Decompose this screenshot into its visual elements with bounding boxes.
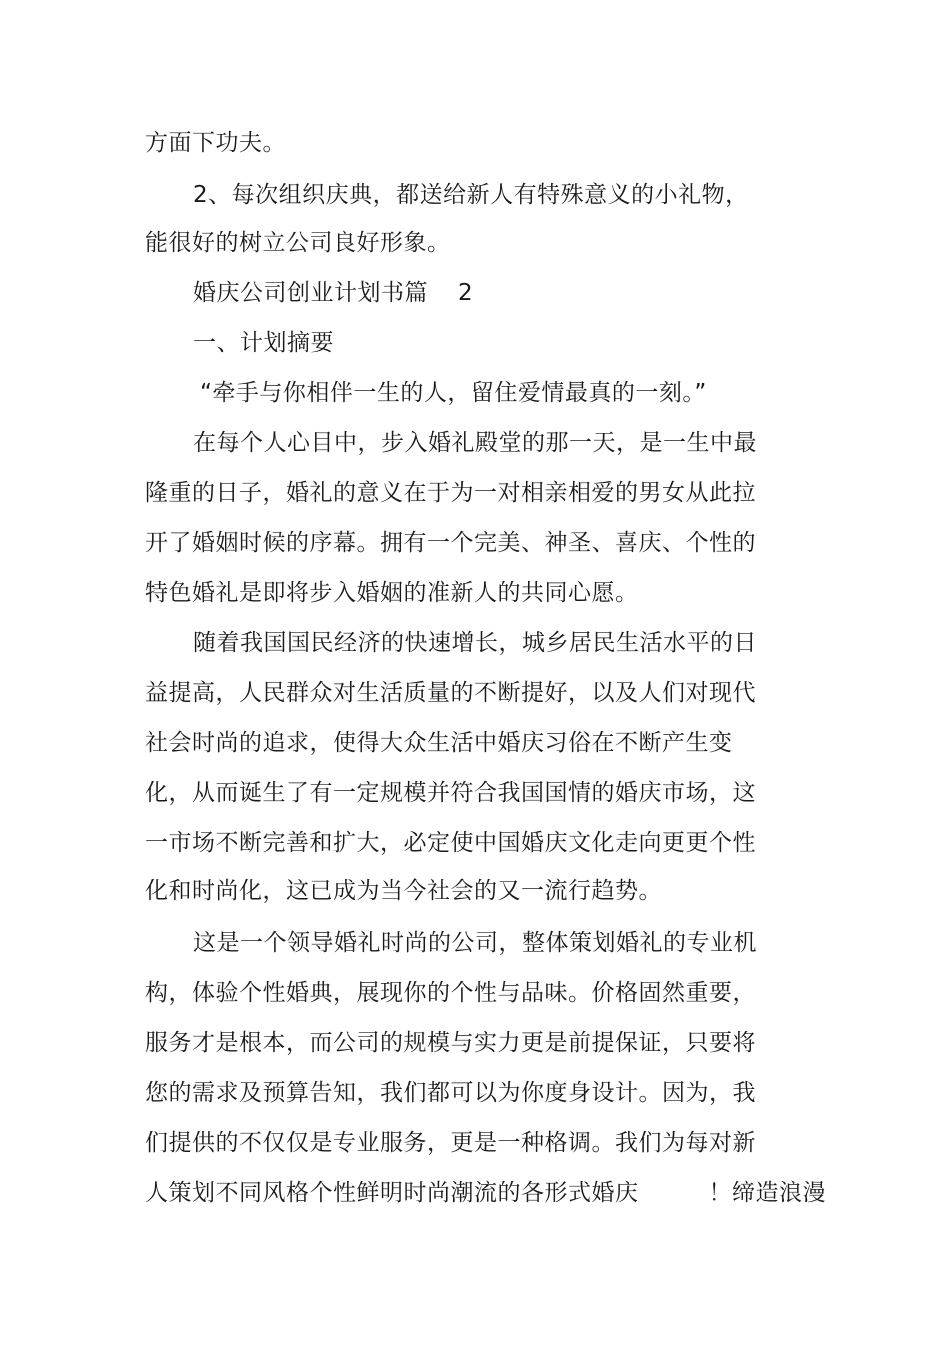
text-line: 特色婚礼是即将步入婚姻的准新人的共同心愿。 — [145, 580, 639, 606]
text-line-part: ！缔造浪漫 — [708, 1180, 826, 1206]
section-heading-title: 婚庆公司创业计划书篇 — [193, 280, 428, 306]
text-line: 服务才是根本，而公司的规模与实力更是前提保证，只要将 — [145, 1030, 756, 1056]
section-heading — [193, 278, 473, 308]
text-line: 2、每次组织庆典，都送给新人有特殊意义的小礼物， — [193, 182, 749, 208]
text-line: 这是一个领导婚礼时尚的公司，整体策划婚礼的专业机 — [193, 930, 757, 956]
text-line: 方面下功夫。 — [145, 130, 286, 156]
text-line — [145, 1178, 826, 1208]
section-heading-number: 2 — [458, 280, 474, 306]
text-line: 能很好的树立公司良好形象。 — [145, 230, 451, 256]
text-line: 社会时尚的追求，使得大众生活中婚庆习俗在不断产生变 — [145, 730, 733, 756]
subheading: 一、计划摘要 — [193, 330, 334, 356]
text-line: 化，从而诞生了有一定规模并符合我国国情的婚庆市场，这 — [145, 780, 756, 806]
text-line: 构，体验个性婚典，展现你的个性与品味。价格固然重要， — [145, 980, 756, 1006]
text-line: 们提供的不仅仅是专业服务，更是一种格调。我们为每对新 — [145, 1130, 756, 1156]
text-line: 您的需求及预算告知，我们都可以为你度身设计。因为，我 — [145, 1080, 756, 1106]
text-line: 化和时尚化，这已成为当今社会的又一流行趋势。 — [145, 878, 662, 904]
text-line: 益提高，人民群众对生活质量的不断提好，以及人们对现代 — [145, 680, 756, 706]
text-line: 一市场不断完善和扩大，必定使中国婚庆文化走向更更个性 — [145, 830, 756, 856]
text-line: 隆重的日子，婚礼的意义在于为一对相亲相爱的男女从此拉 — [145, 480, 756, 506]
text-line: 随着我国国民经济的快速增长，城乡居民生活水平的日 — [193, 630, 757, 656]
quote-line: “牵手与你相伴一生的人，留住爱情最真的一刻。” — [200, 380, 707, 406]
text-line-part: 人策划不同风格个性鲜明时尚潮流的各形式婚庆 — [145, 1180, 639, 1206]
text-line: 开了婚姻时候的序幕。拥有一个完美、神圣、喜庆、个性的 — [145, 530, 756, 556]
text-line: 在每个人心目中，步入婚礼殿堂的那一天，是一生中最 — [193, 430, 757, 456]
